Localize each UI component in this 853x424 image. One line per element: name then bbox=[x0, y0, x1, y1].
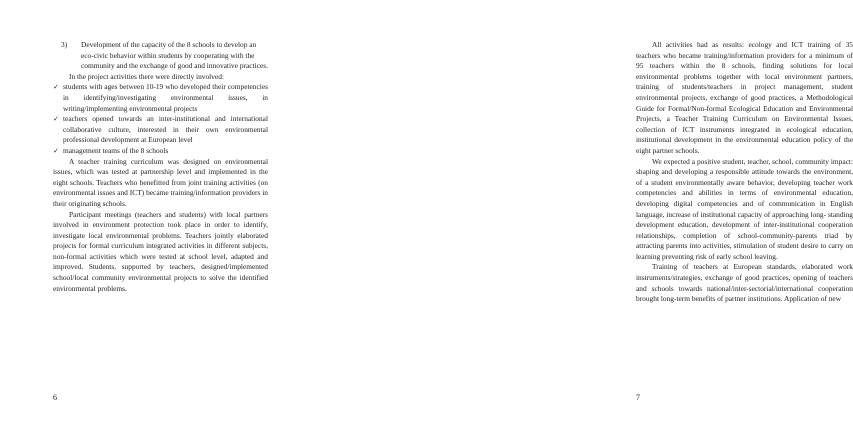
intro-line: In the project activities there were directly involved: bbox=[69, 71, 224, 81]
paragraph: A teacher training curriculum was designed on environmental issues, which was tested at partnership level and implemented in the eight schools. Teachers who benefitted from joint training activities (on environmental issues and ICT) became training/information providers in their originating schools. bbox=[53, 156, 268, 208]
left-page-text bbox=[53, 40, 268, 294]
paragraph: All activities had as results: ecology and ICT training of 35 teachers who became training/information providers for a minimum of 95 teachers within the 8 schools, finding solutions for local environmental problems together with local environment partners, training of students/teachers in project management, student environmental projects, exchange of good practices, a Methodological Guide for Formal/Non-formal Ecological Education and Environmental Projects, a Teacher Training Curriculum on Environmental Issues, collection of ICT instruments integrated in ecological education, institutional development in the environmental education policy of the eight partner schools. bbox=[636, 40, 853, 155]
check-item-text: management teams of the 8 schools bbox=[63, 145, 169, 155]
left-page bbox=[0, 0, 300, 424]
right-page-text bbox=[636, 40, 853, 305]
paragraph: Participant meetings (teachers and students) with local partners involved in environment protection took place in order to identify, investigate local environmental problems. Teachers jointly elaborated projects for formal curriculum integrated activities in different subjects, non-formal activities which were tested at school level, adapted and improved. Students, supported by teachers, designed/implemented school/local community environmental projects to solve the identified environmental problems. bbox=[53, 209, 268, 293]
checkmark-icon: ✓ bbox=[53, 146, 59, 155]
check-item-text: teachers opened towards an inter-institutional and international collaborative culture, interested in their own environmental professional development at European level bbox=[63, 114, 268, 145]
page-number: 6 bbox=[53, 393, 57, 402]
paragraph: We expected a positive student, teacher, school, community impact: shaping and developing a responsible attitude towards the environment, of a student environmentally aware behavior, developing teacher work competencies and abilities in terms of environmental education, developing digital competencies and of communication in English language, increase of institutional capacity of approaching long- standing development education, development of inter-institutional cooperation relationships, completion of school-community-parents triad by attracting parents into activities, stimulation of student desire to carry on learning preventing risk of early school leaving. bbox=[636, 156, 853, 261]
check-list-item bbox=[53, 146, 268, 157]
check-list-item bbox=[53, 82, 268, 114]
numbered-list-item bbox=[53, 40, 268, 72]
check-item-text: students with ages between 10-19 who developed their competencies in identifying/investigating environmental issues, in writing/implementing environmental projects bbox=[63, 82, 268, 113]
check-list-item bbox=[53, 114, 268, 146]
list-item-text: Development of the capacity of the 8 schools to develop an eco-civic behavior within students by cooperating with the community and the exchange of good and innovative practices. bbox=[81, 40, 268, 71]
paragraph: Training of teachers at European standards, elaborated work instruments/strategies, exchange of good practices, opening of teachers and schools towards national/inter-sectorial/international cooperation brought long-term benefits of partner institutions. Application of new bbox=[636, 262, 853, 304]
list-number: 3) bbox=[61, 40, 68, 49]
right-page bbox=[300, 0, 853, 424]
checkmark-icon: ✓ bbox=[53, 83, 59, 92]
page-number: 7 bbox=[636, 393, 640, 402]
checkmark-icon: ✓ bbox=[53, 115, 59, 124]
